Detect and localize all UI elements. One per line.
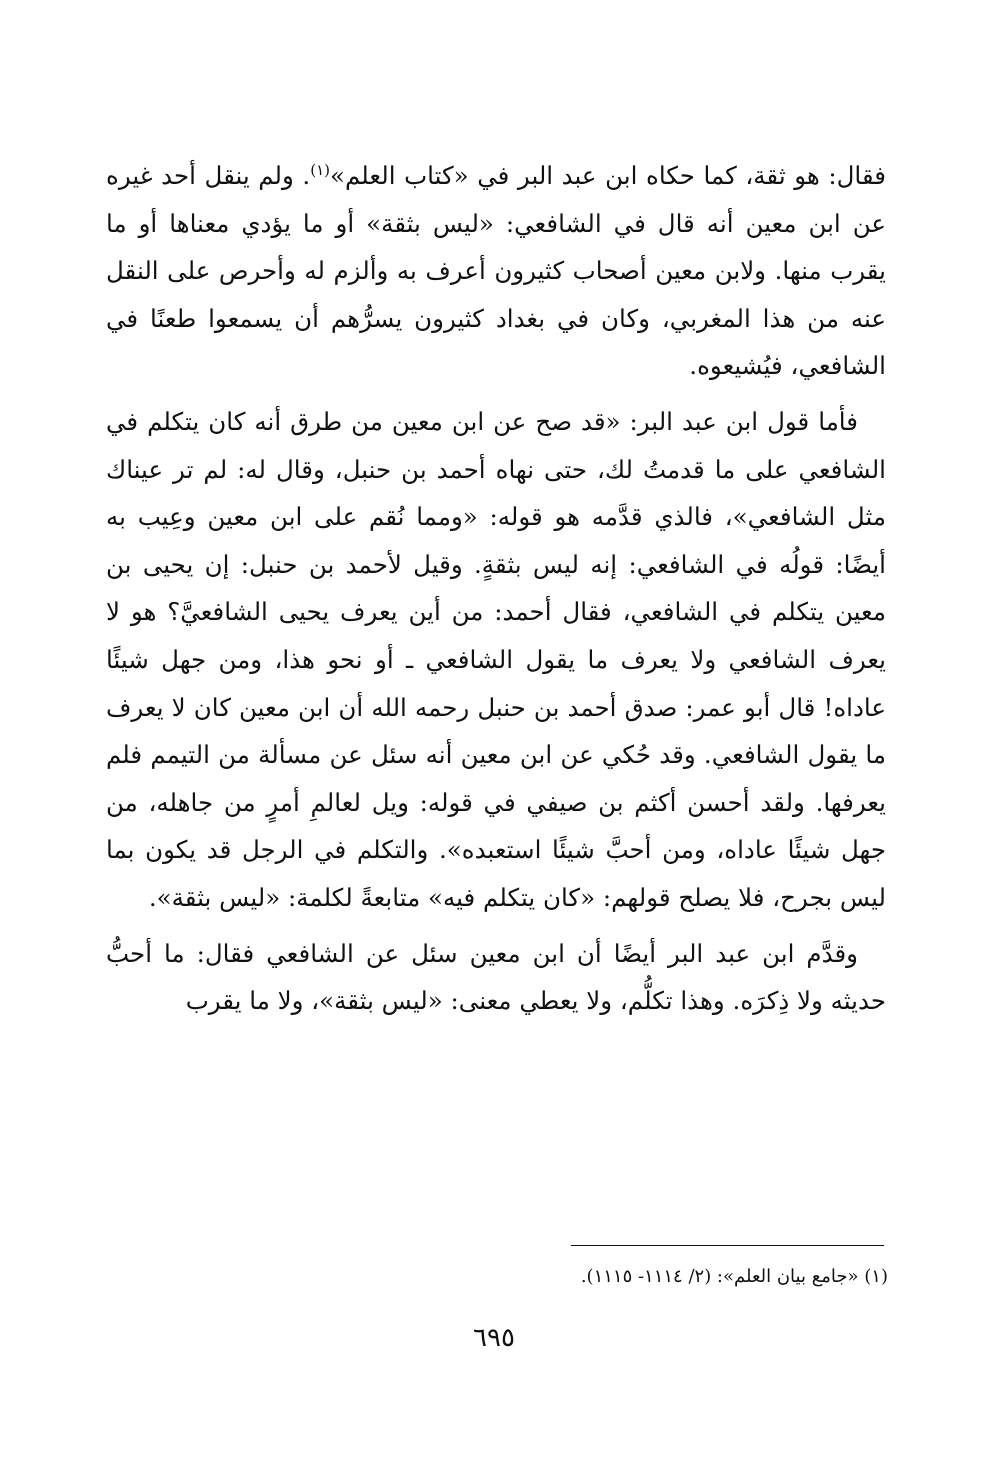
footnote-divider [571, 1245, 884, 1246]
footnote-reference: (١) [310, 160, 330, 179]
page-number: ٦٩٥ [473, 1323, 515, 1353]
main-text [106, 152, 886, 1033]
footnote: (١) «جامع بيان العلم»: (٢/ ١١١٤- ١١١٥). [580, 1266, 888, 1287]
paragraph-2: فأما قول ابن عبد البر: «قد صح عن ابن معين من طرق أنه كان يتكلم في الشافعي على ما قدمتُ لك، حتى نهاه أحمد بن حنبل، وقال له: لم تر عيناك مثل الشافعي»، فالذي قدَّمه هو قوله: «ومما نُقم على ابن معين وعِيب به أيضًا: قولُه في الشافعي: إنه ليس بثقةٍ. وقيل لأحمد بن حنبل: إن يحيى بن معين يتكلم في الشافعي، فقال أحمد: من أين يعرف يحيى الشافعيَّ؟ هو لا يعرف الشافعي ولا يعرف ما يقول الشافعي ـ أو نحو هذا، ومن جهل شيئًا عاداه! قال أبو عمر: صدق أحمد بن حنبل رحمه الله أن ابن معين كان لا يعرف ما يقول الشافعي. وقد حُكي عن ابن معين أنه سئل عن مسألة من التيمم فلم يعرفها. ولقد أحسن أكثم بن صيفي في قوله: ويل لعالمِ أمرٍ من جاهله، من جهل شيئًا عاداه، ومن أحبَّ شيئًا استعبده». والتكلم في الرجل قد يكون بما ليس بجرح، فلا يصلح قولهم: «كان يتكلم فيه» متابعةً لكلمة: «ليس بثقة». [106, 406, 886, 912]
paragraph-1 [106, 152, 886, 390]
paragraph-3: وقدَّم ابن عبد البر أيضًا أن ابن معين سئل عن الشافعي فقال: ما أحبُّ حديثه ولا ذِكرَه. وهذا تكلُّم، ولا يعطي معنى: «ليس بثقة»، ولا ما يقرب [106, 938, 886, 1016]
paragraph-1-start: فقال: هو ثقة، كما حكاه ابن عبد البر في «كتاب العلم» [330, 161, 886, 190]
paragraph-1-end: . ولم ينقل أحد غيره عن ابن معين أنه قال في الشافعي: «ليس بثقة» أو ما يؤدي معناها أو ما يقرب منها. ولابن معين أصحاب كثيرون أعرف به وألزم له وأحرص على النقل عنه من هذا المغربي، وكان في بغداد كثيرون يسرُّهم أن يسمعوا طعنًا في الشافعي، فيُشيعوه. [106, 161, 886, 381]
